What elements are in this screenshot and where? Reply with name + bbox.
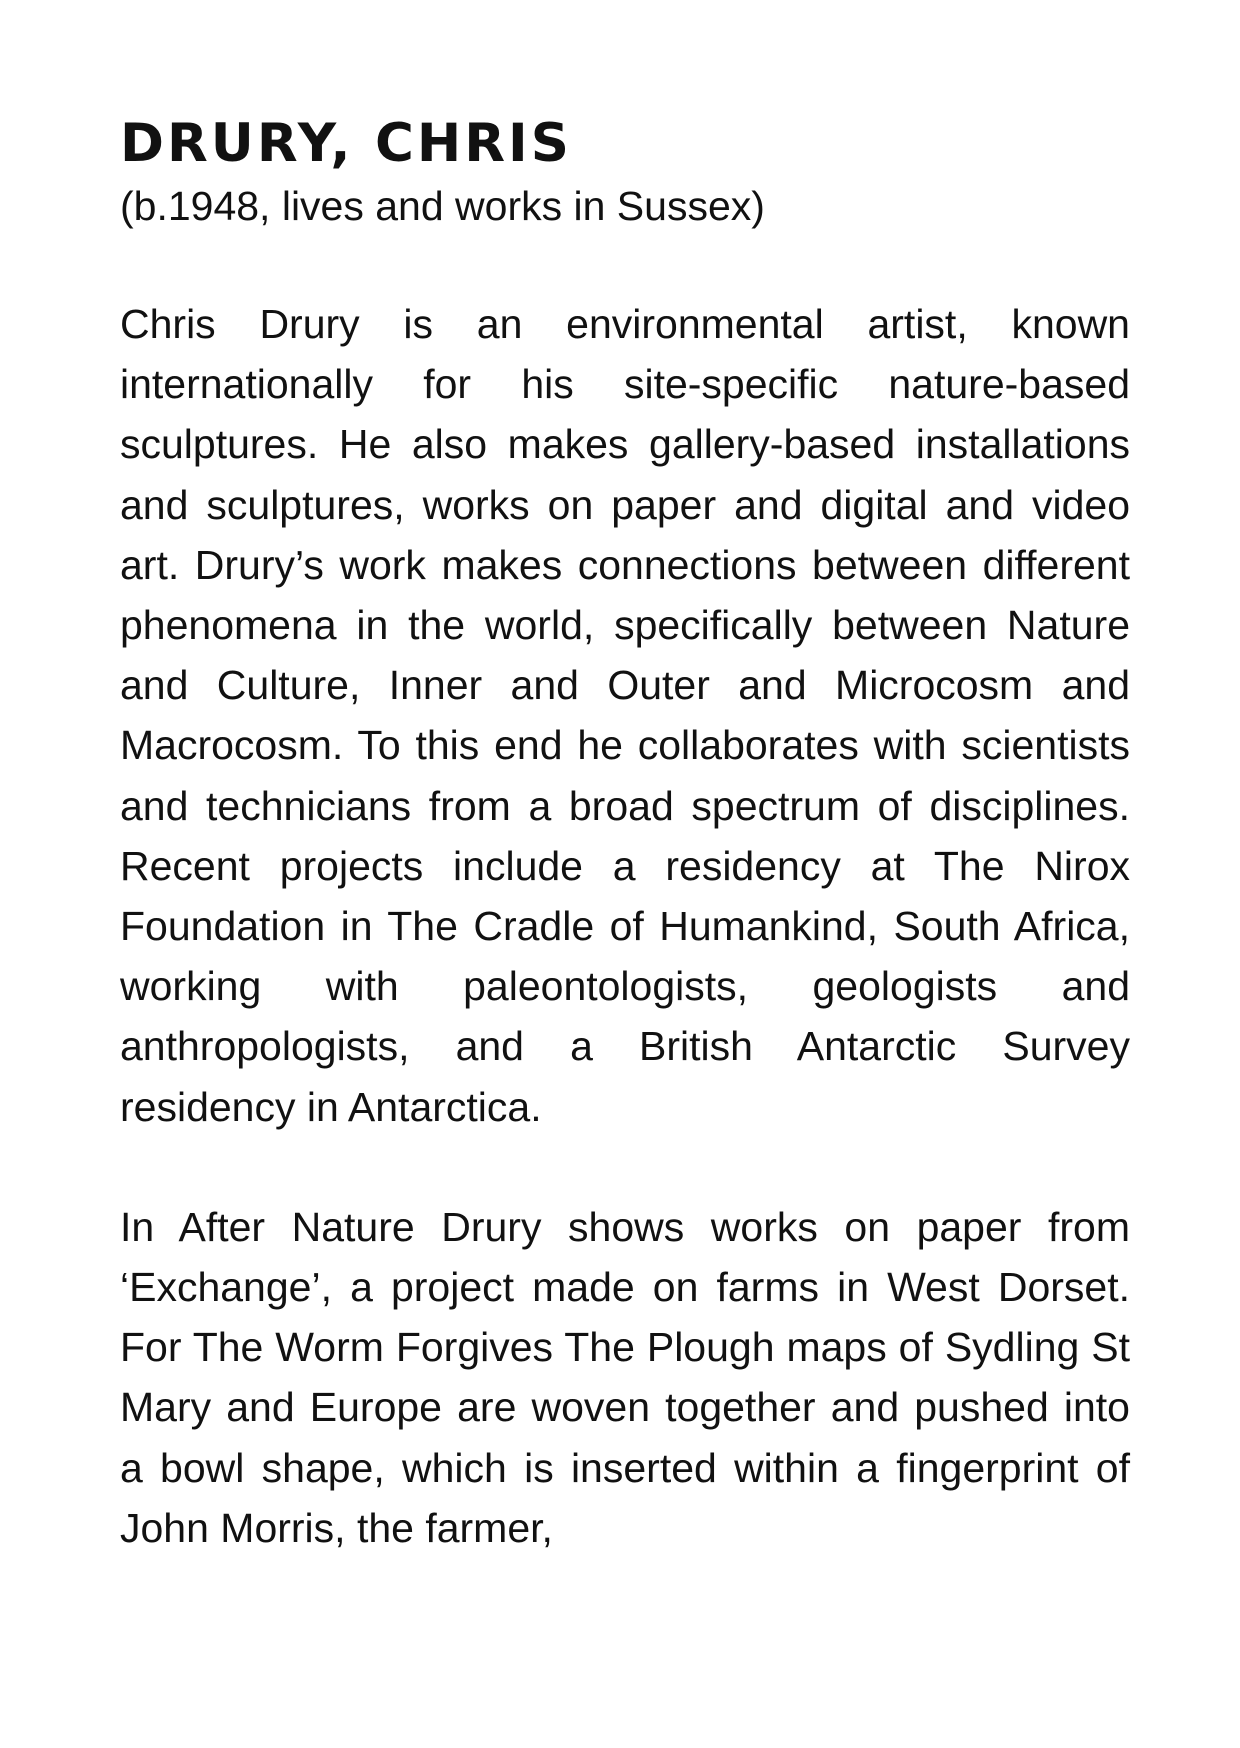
bio-paragraph: In After Nature Drury shows works on paper from ‘Exchange’, a project made on farms in West Dorset. For The Worm Forgives The Plough maps of Sydling St Mary and Europe are woven together and pushed into a bowl shape, which is inserted within a fingerprint of John Morris, the farmer, (120, 1203, 1130, 1551)
artist-name: DRURY, CHRIS (120, 113, 572, 174)
bio-paragraph: Chris Drury is an environmental artist, known internationally for his site-specific nature-based sculptures. He also makes gallery-based installations and sculptures, works on paper and digital and video art. Drury’s work makes connections between different phenomena in the world, specifically between Nature and Culture, Inner and Outer and Microcosm and Macrocosm. To this end he collaborates with scientists and technicians from a broad spectrum of disciplines. Recent projects include a residency at The Nirox Foundation in The Cradle of Humankind, South Africa, working with paleontologists, geologists and anthropologists, and a British Antarctic Survey residency in Antarctica. (120, 301, 1130, 1130)
artist-dates: (b.1948, lives and works in Sussex) (120, 183, 765, 229)
catalogue-entry (120, 112, 1130, 1558)
